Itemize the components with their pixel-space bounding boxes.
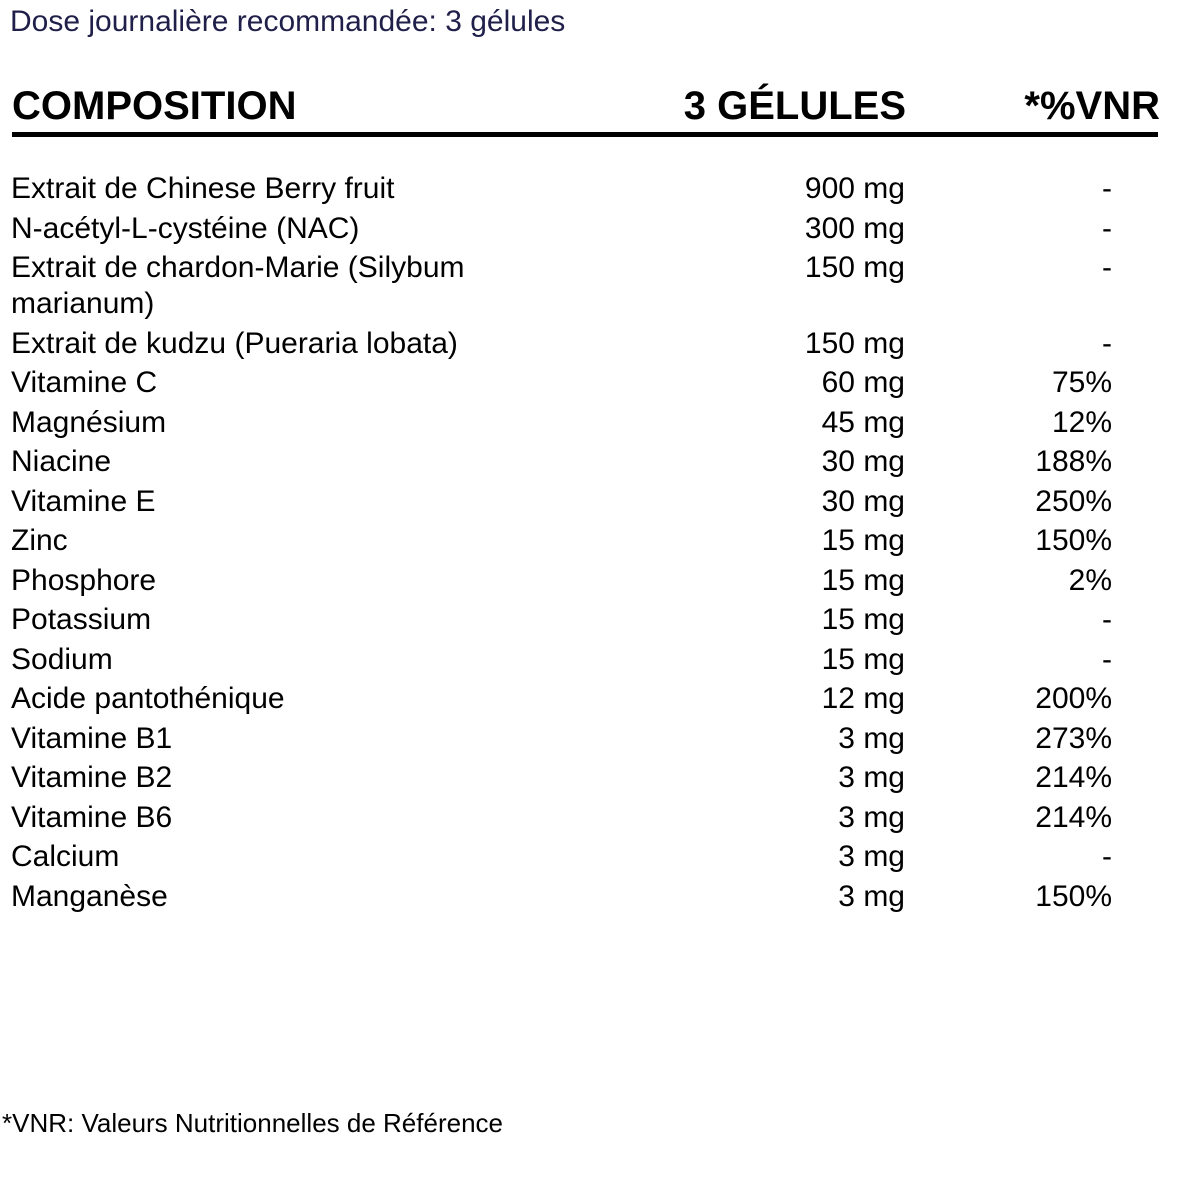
ingredient-quantity: 45 mg <box>821 405 905 439</box>
ingredient-vnr: - <box>1102 211 1112 245</box>
ingredient-quantity: 15 mg <box>821 563 905 597</box>
ingredient-quantity: 60 mg <box>821 366 905 399</box>
ingredient-vnr: 214% <box>1035 800 1112 834</box>
table-row <box>0 879 1200 919</box>
ingredient-vnr: 2% <box>1068 563 1112 597</box>
ingredient-name: Acide pantothénique <box>11 682 285 715</box>
table-row <box>0 211 1200 251</box>
ingredient-name: Potassium <box>11 603 152 636</box>
ingredient-name: Extrait de Chinese Berry fruit <box>11 172 395 205</box>
ingredient-vnr: 150% <box>1035 879 1112 913</box>
ingredient-quantity: 3 mg <box>838 761 905 794</box>
ingredient-quantity: 3 mg <box>838 721 905 755</box>
ingredient-name: Magnésium <box>11 405 167 439</box>
ingredient-vnr: 75% <box>1051 366 1112 399</box>
daily-dose-text: Dose journalière recommandée: 3 gélules <box>10 5 566 38</box>
ingredient-quantity: 15 mg <box>821 603 905 636</box>
ingredient-quantity: 150 mg <box>804 326 905 360</box>
ingredient-vnr: - <box>1102 326 1112 360</box>
ingredient-name: Vitamine B2 <box>11 761 173 794</box>
ingredient-name: Calcium <box>11 840 120 873</box>
ingredient-quantity: 3 mg <box>838 840 905 873</box>
table-row <box>0 642 1200 682</box>
table-row <box>0 365 1200 405</box>
table-row <box>0 523 1200 563</box>
table-row <box>0 681 1200 721</box>
ingredient-name: Niacine <box>11 445 112 478</box>
ingredient-quantity: 30 mg <box>821 484 905 518</box>
table-row <box>0 721 1200 761</box>
ingredient-name: Extrait de kudzu (Pueraria lobata) <box>11 326 458 360</box>
ingredient-quantity: 30 mg <box>821 445 905 478</box>
vnr-footnote: *VNR: Valeurs Nutritionnelles de Référence <box>2 1108 503 1138</box>
ingredient-vnr: 200% <box>1035 682 1112 715</box>
ingredient-name: Extrait de chardon-Marie (Silybum marianum) <box>11 251 465 320</box>
table-row <box>0 444 1200 484</box>
ingredient-name: Zinc <box>11 524 68 557</box>
header-composition: COMPOSITION <box>12 84 297 128</box>
table-row <box>0 484 1200 524</box>
ingredient-vnr: - <box>1102 172 1112 205</box>
ingredient-vnr: 250% <box>1035 484 1112 518</box>
ingredient-vnr: - <box>1102 840 1112 873</box>
ingredient-vnr: 188% <box>1035 445 1112 478</box>
table-row <box>0 760 1200 800</box>
composition-table-body <box>0 171 1200 918</box>
ingredient-name: Sodium <box>11 642 113 676</box>
table-row <box>0 800 1200 840</box>
ingredient-name: Manganèse <box>11 879 168 913</box>
ingredient-quantity: 900 mg <box>804 172 905 205</box>
ingredient-quantity: 15 mg <box>821 642 905 676</box>
ingredient-quantity: 12 mg <box>821 682 905 715</box>
ingredient-quantity: 150 mg <box>804 251 905 284</box>
table-row <box>0 405 1200 445</box>
header-divider <box>12 132 1158 137</box>
ingredient-name: Vitamine C <box>11 366 158 399</box>
ingredient-vnr: - <box>1102 642 1112 676</box>
ingredient-name: Phosphore <box>11 563 157 597</box>
ingredient-name: Vitamine E <box>11 484 156 518</box>
ingredient-vnr: 273% <box>1035 721 1112 755</box>
header-quantity: 3 GÉLULES <box>683 84 906 128</box>
ingredient-quantity: 300 mg <box>804 211 905 245</box>
ingredient-name: N-acétyl-L-cystéine (NAC) <box>11 211 360 245</box>
table-header <box>12 82 1160 130</box>
table-row <box>0 839 1200 879</box>
ingredient-vnr: - <box>1102 603 1112 636</box>
ingredient-quantity: 3 mg <box>838 800 905 834</box>
ingredient-name: Vitamine B6 <box>11 800 173 834</box>
ingredient-vnr: - <box>1102 251 1112 284</box>
ingredient-quantity: 15 mg <box>821 524 905 557</box>
table-row <box>0 563 1200 603</box>
table-row <box>0 326 1200 366</box>
header-vnr: *%VNR <box>1024 84 1160 128</box>
ingredient-name: Vitamine B1 <box>11 721 173 755</box>
table-row <box>0 602 1200 642</box>
ingredient-vnr: 150% <box>1035 524 1112 557</box>
ingredient-vnr: 12% <box>1051 405 1112 439</box>
table-row <box>0 171 1200 211</box>
table-row <box>0 250 1200 326</box>
ingredient-quantity: 3 mg <box>838 879 905 913</box>
ingredient-vnr: 214% <box>1035 761 1112 794</box>
